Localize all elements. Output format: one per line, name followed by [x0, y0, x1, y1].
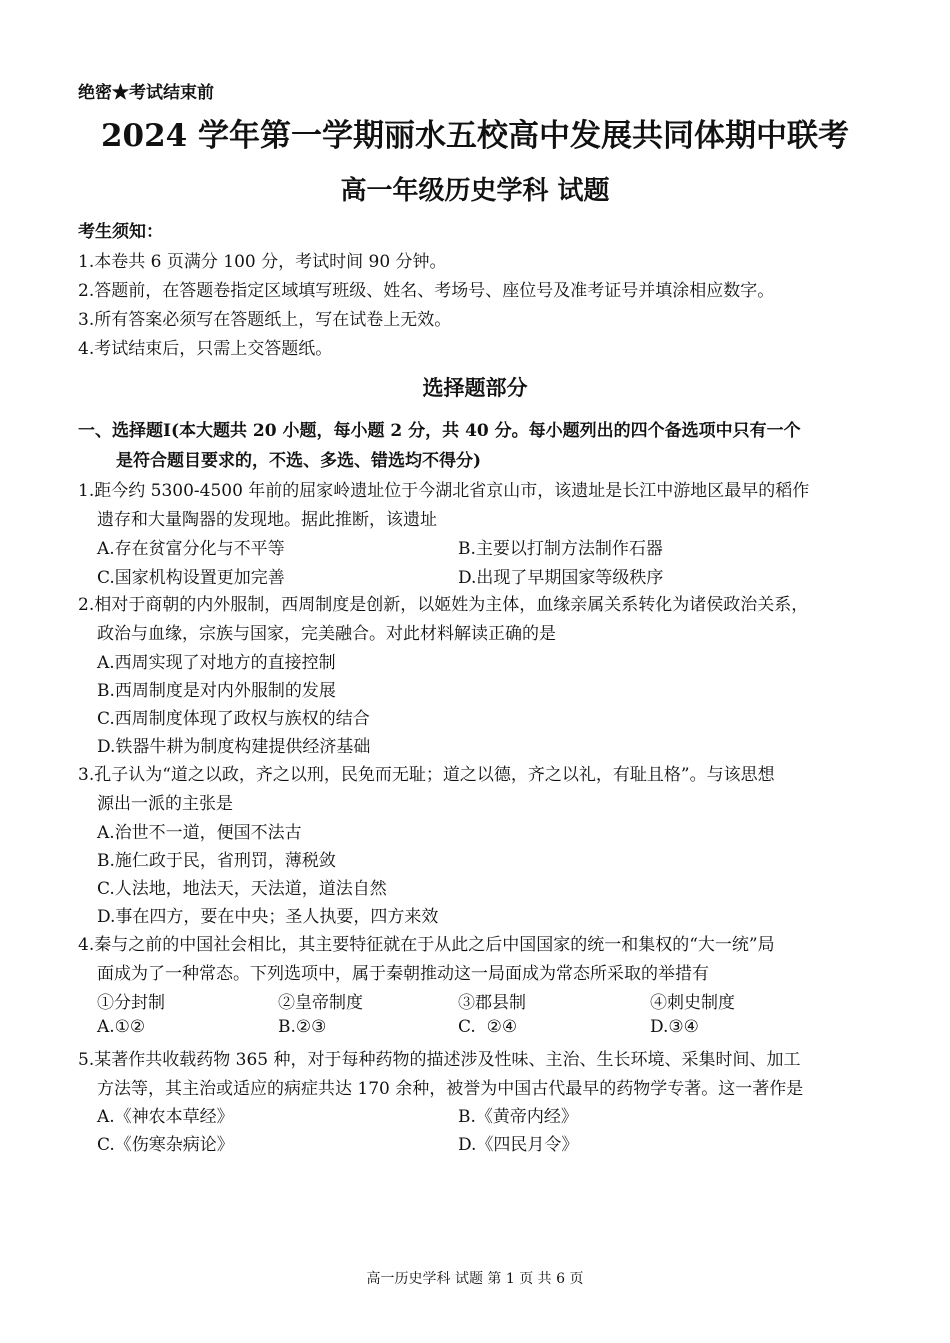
- question-2-option-b: B.西周制度是对内外服制的发展: [97, 681, 336, 701]
- question-1-option-a: A.存在贫富分化与不平等: [97, 539, 285, 559]
- question-4-item-3: ③郡县制: [458, 993, 526, 1013]
- question-2-option-c: C.西周制度体现了政权与族权的结合: [97, 709, 370, 729]
- question-4-item-2: ②皇帝制度: [278, 993, 363, 1013]
- question-3-option-d: D.事在四方，要在中央；圣人执要，四方来效: [97, 907, 439, 927]
- question-5-option-c: C.《伤寒杂病论》: [97, 1135, 234, 1155]
- question-4-option-d: D.③④: [650, 1017, 699, 1037]
- question-4-text-cont: 面成为了一种常态。下列选项中，属于秦朝推动这一局面成为常态所采取的举措有: [97, 964, 709, 984]
- question-1-option-c: C.国家机构设置更加完善: [97, 568, 285, 588]
- question-3-option-b: B.施仁政于民，省刑罚，薄税敛: [97, 851, 336, 871]
- notice-item: 4.考试结束后，只需上交答题纸。: [78, 339, 333, 359]
- question-3-text: 3.孔子认为“道之以政，齐之以刑，民免而无耻；道之以德，齐之以礼，有耻且格”。与该思想: [78, 765, 775, 785]
- part-heading-cont: 是符合题目要求的，不选、多选、错选均不得分): [116, 451, 482, 471]
- question-1-text-cont: 遗存和大量陶器的发现地。据此推断，该遗址: [97, 510, 437, 530]
- question-5-option-d: D.《四民月令》: [458, 1135, 579, 1155]
- question-5-option-a: A.《神农本草经》: [97, 1107, 234, 1127]
- question-4-option-b: B.②③: [278, 1017, 327, 1037]
- question-3-option-c: C.人法地，地法天，天法道，道法自然: [97, 879, 387, 899]
- question-5-option-b: B.《黄帝内经》: [458, 1107, 578, 1127]
- question-2-text-cont: 政治与血缘，宗族与国家，完美融合。对此材料解读正确的是: [97, 624, 556, 644]
- question-4-item-4: ④刺史制度: [650, 993, 735, 1013]
- question-1-option-b: B.主要以打制方法制作石器: [458, 539, 663, 559]
- exam-subtitle: 高一年级历史学科 试题: [340, 176, 610, 206]
- section-title: 选择题部分: [422, 375, 528, 400]
- notice-item: 3.所有答案必须写在答题纸上，写在试卷上无效。: [78, 310, 452, 330]
- notice-item: 1.本卷共 6 页满分 100 分，考试时间 90 分钟。: [78, 252, 447, 272]
- question-3-text-cont: 源出一派的主张是: [97, 794, 233, 814]
- question-2-option-a: A.西周实现了对地方的直接控制: [97, 653, 336, 673]
- question-2-option-d: D.铁器牛耕为制度构建提供经济基础: [97, 737, 371, 757]
- question-5-text-cont: 方法等，其主治或适应的病症共达 170 余种，被誉为中国古代最早的药物学专著。这一著作是: [97, 1079, 804, 1099]
- question-4-text: 4.秦与之前的中国社会相比，其主要特征就在于从此之后中国国家的统一和集权的“大一统”局: [78, 935, 775, 955]
- confidential-label: 绝密★考试结束前: [78, 83, 214, 103]
- question-1-text: 1.距今约 5300-4500 年前的屈家岭遗址位于今湖北省京山市，该遗址是长江中游地区最早的稻作: [78, 481, 810, 501]
- question-4-option-c: C. ②④: [458, 1017, 518, 1037]
- question-4-option-a: A.①②: [97, 1017, 146, 1037]
- question-1-option-d: D.出现了早期国家等级秩序: [458, 568, 664, 588]
- question-2-text: 2.相对于商朝的内外服制，西周制度是创新，以姬姓为主体，血缘亲属关系转化为诸侯政治关系，: [78, 595, 809, 615]
- notice-heading: 考生须知：: [78, 222, 163, 242]
- question-5-text: 5.某著作共收载药物 365 种，对于每种药物的描述涉及性味、主治、生长环境、采集时间、加工: [78, 1050, 801, 1070]
- part-heading: 一、选择题Ⅰ(本大题共 20 小题，每小题 2 分，共 40 分。每小题列出的四个备选项中只有一个: [78, 421, 801, 441]
- notice-item: 2.答题前，在答题卷指定区域填写班级、姓名、考场号、座位号及准考证号并填涂相应数字。: [78, 281, 775, 301]
- exam-title: 2024 学年第一学期丽水五校高中发展共同体期中联考: [100, 118, 850, 154]
- question-3-option-a: A.治世不一道，便国不法古: [97, 823, 302, 843]
- question-4-item-1: ①分封制: [97, 993, 165, 1013]
- page-footer: 高一历史学科 试题 第 1 页 共 6 页: [366, 1271, 584, 1287]
